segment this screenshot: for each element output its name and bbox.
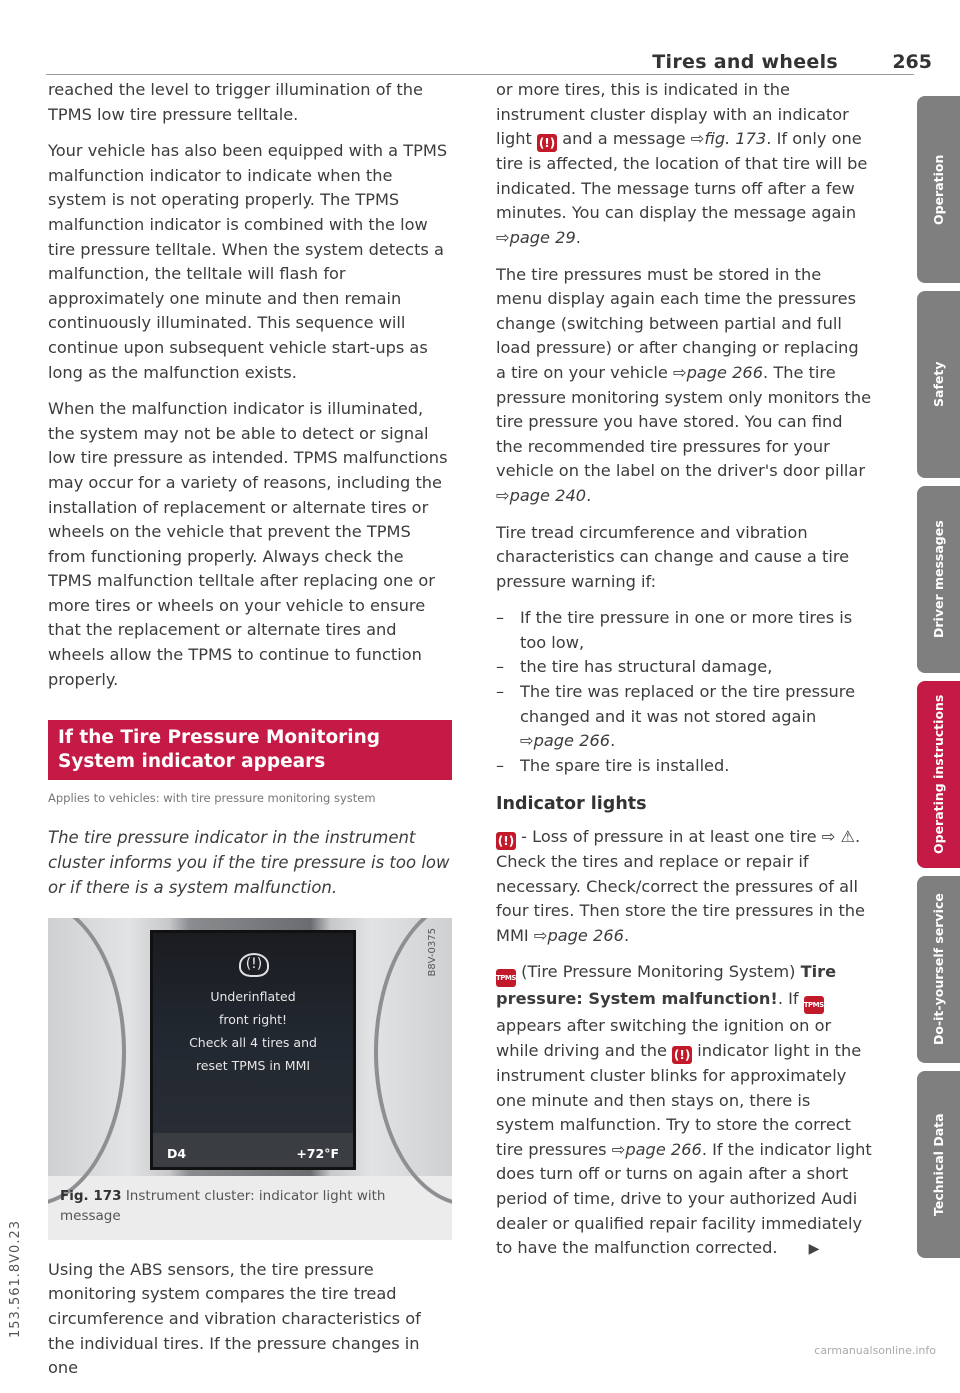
paragraph: The tire pressures must be stored in the menu display again each time the pressures change (switching between partial and full load pressure) or after changing or replacing a tire on your vehicle ⇨page 266. The tire pressure monitoring system only monitors the tire pressure you have stored. You can find the recommended tire pressures for your vehicle on the label on the driver's door pillar ⇨page 240. xyxy=(496,264,872,505)
continue-arrow-icon: ▶ xyxy=(808,1241,820,1258)
page-reference[interactable]: ⇨page 29 xyxy=(496,227,576,247)
tire-pressure-icon: (!) xyxy=(239,953,269,977)
page-reference[interactable]: ⇨page 266 xyxy=(672,362,764,382)
tire-pressure-warning-icon: (!) xyxy=(673,1048,691,1062)
figure-caption xyxy=(60,1186,440,1226)
left-column xyxy=(48,78,452,1393)
driver-info-display xyxy=(150,930,356,1170)
warning-reference-icon[interactable]: ⇨ ⚠ xyxy=(821,827,855,847)
display-message xyxy=(153,985,353,1077)
list-item: – If the tire pressure in one or more tires is too low, xyxy=(496,606,872,655)
page-reference[interactable]: ⇨page 266 xyxy=(533,925,624,945)
message-line: Check all 4 tires and xyxy=(189,1034,317,1050)
message-line: front right! xyxy=(218,1011,288,1027)
tire-pressure-warning-icon: (!) xyxy=(497,834,515,849)
warning-conditions-list xyxy=(496,606,872,778)
figure-173 xyxy=(48,918,452,1240)
tire-pressure-warning-icon: (!) xyxy=(538,136,556,151)
figure-code: B8V-0375 xyxy=(427,927,439,977)
outside-temperature: +72°F xyxy=(296,1145,339,1161)
instrument-cluster-image xyxy=(48,918,452,1176)
paragraph: TPMS (Tire Pressure Monitoring System) Tire pressure: System malfunction!. If TPMS appears after switching the ignition on or while driving and the (!) indicator light in the instrument cluster blinks for approximately one minute and then stays on, there is system malfunction. Try to store the correct tire pressures ⇨page 266. If the indicator light does turn off or turns on again after a short period of time, drive to your authorized Audi dealer or qualified repair facility immediately to have the malfunction corrected. ▶ xyxy=(496,960,872,1261)
paragraph: When the malfunction indicator is illuminated, the system may not be able to detect or signal low tire pressure as intended. TPMS malfunctions may occur for a variety of reasons, including the installation of replacement or alternate tires or wheels on the vehicle that prevent the TPMS from functioning properly. Always check the TPMS malfunction telltale after replacing one or more tires or wheels on your vehicle to ensure that the replacement or alternate tires and wheels allow the TPMS to continue to function properly. xyxy=(48,399,448,689)
watermark: carmanualsonline.info xyxy=(814,1344,936,1357)
section-intro: The tire pressure indicator in the instrument cluster informs you if the tire pressure is too low or if there is a system malfunction. xyxy=(48,827,450,897)
display-status-bar xyxy=(153,1133,353,1167)
paragraph: Your vehicle has also been equipped with a TPMS malfunction indicator to indicate when the system is not operating properly. The TPMS malfunction indicator is combined with the low tire pressure telltale. When the system detects a malfunction, the telltale will flash for approximately one minute and then remain continuously illuminated. This sequence will continue upon subsequent vehicle start-ups as long as the malfunction exists. xyxy=(48,141,448,382)
caption-label: Fig. 173 xyxy=(60,1187,122,1204)
sidebar-tab-operating-instructions[interactable]: Operating instructions xyxy=(917,681,960,868)
subheading: Indicator lights xyxy=(496,794,647,815)
page-number: 265 xyxy=(892,51,932,73)
list-item: – The tire was replaced or the tire pressure changed and it was not stored again ⇨page 266. xyxy=(496,680,872,754)
page-reference[interactable]: ⇨page 266 xyxy=(611,1139,702,1159)
gear-indicator: D4 xyxy=(167,1145,187,1161)
paragraph: or more tires, this is indicated in the instrument cluster display with an indicator light (!) and a message ⇨fig. 173. If only one tire is affected, the location of that tire will be indicated. The message turns off after a few minutes. You can display the message again ⇨page 29. xyxy=(496,80,868,247)
section-heading: If the Tire Pressure Monitoring System indicator appears xyxy=(48,720,452,780)
chapter-title: Tires and wheels xyxy=(652,51,838,73)
list-item: – the tire has structural damage, xyxy=(496,655,872,680)
left-gauge xyxy=(48,918,126,1206)
page-reference[interactable]: ⇨page 240 xyxy=(496,485,587,505)
caption-text: Instrument cluster: indicator light with message xyxy=(60,1187,386,1224)
message-line: Underinflated xyxy=(210,988,296,1004)
applies-note: Applies to vehicles: with tire pressure monitoring system xyxy=(48,791,376,806)
sidebar-tab-do-it-yourself-service[interactable]: Do-it-yourself service xyxy=(917,876,960,1063)
list-item: – The spare tire is installed. xyxy=(496,754,872,779)
sidebar-tab-operation[interactable]: Operation xyxy=(917,96,960,283)
paragraph: (!) - Loss of pressure in at least one tire ⇨ ⚠. Check the tires and replace or repair if necessary. Check/correct the pressures of all four tires. Then store the tire pressures in the MMI ⇨page 266. xyxy=(496,827,866,945)
header-rule xyxy=(46,74,914,75)
right-column xyxy=(496,78,872,1274)
document-code: 153.561.8V0.23 xyxy=(8,1220,23,1338)
sidebar-tab-technical-data[interactable]: Technical Data xyxy=(917,1071,960,1258)
paragraph: Tire tread circumference and vibration characteristics can change and cause a tire pressure warning if: xyxy=(496,522,850,591)
paragraph: reached the level to trigger illumination of the TPMS low tire pressure telltale. xyxy=(48,80,423,124)
tpms-malfunction-icon: TPMS xyxy=(804,996,824,1014)
sidebar-tab-safety[interactable]: Safety xyxy=(917,291,960,478)
page-header xyxy=(0,44,960,74)
sidebar-tab-driver-messages[interactable]: Driver messages xyxy=(917,486,960,673)
figure-reference[interactable]: ⇨fig. 173 xyxy=(690,129,767,149)
tpms-malfunction-icon: TPMS xyxy=(496,969,516,987)
paragraph: Using the ABS sensors, the tire pressure monitoring system compares the tire tread circumference and vibration characteristics of the individual tires. If the pressure changes in one xyxy=(48,1259,421,1378)
message-line: reset TPMS in MMI xyxy=(195,1057,311,1073)
malfunction-message: Tire pressure: System malfunction! xyxy=(496,962,837,1009)
page-reference[interactable]: ⇨page 266 xyxy=(520,731,611,751)
